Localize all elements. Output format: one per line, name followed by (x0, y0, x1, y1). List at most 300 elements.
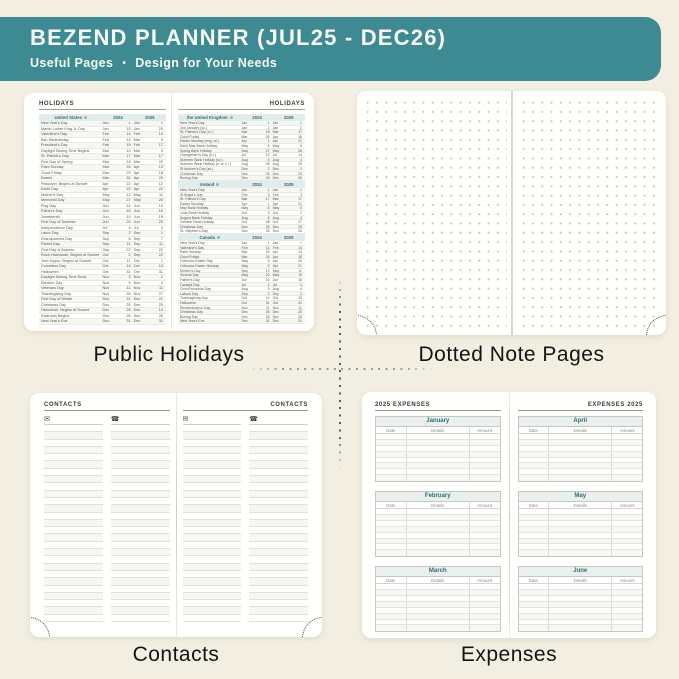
date-day-2025: 22 (158, 187, 163, 191)
banner-title: BEZEND PLANNER (JUL25 - DEC26) (30, 25, 447, 50)
date-month-2024: Jun (241, 210, 248, 215)
expense-empty-cell (406, 584, 470, 589)
holiday-tables-uk-ireland-canada (178, 114, 305, 324)
date-month-2025: Dec (272, 176, 279, 181)
date-day-2025: 25 (298, 224, 302, 229)
expense-empty-cell (548, 469, 612, 474)
holiday-name: Christmas Day (41, 302, 66, 307)
holiday-name: St. Patrick's Day (n.i.) (180, 130, 214, 135)
holiday-table-header (39, 114, 166, 121)
expense-empty-cell (470, 452, 500, 457)
expense-empty-cell (519, 521, 549, 526)
holiday-name: Hanukkah, Begins at Sunset (41, 308, 89, 312)
date-month-2024: May (102, 198, 110, 202)
date-day-2024: 25 (265, 171, 270, 176)
date-month-2024: Apr (241, 201, 247, 206)
contact-line (111, 425, 170, 432)
expense-empty-cell (519, 446, 549, 451)
contact-line (111, 520, 170, 527)
date-month-2025: Nov (133, 286, 141, 290)
date-month-2025: Oct (133, 269, 140, 274)
expense-column-headers (519, 502, 643, 509)
date-month-2025: Jan (272, 187, 279, 192)
year-column-header: 2024 (113, 115, 123, 120)
expense-empty-cell (406, 475, 470, 481)
expense-empty-cell (406, 625, 470, 631)
expense-empty-cell (612, 544, 642, 549)
heading-rule (39, 109, 166, 110)
date-day-2024: 20 (265, 273, 270, 278)
date-month-2025: Sep (133, 247, 141, 252)
contacts-column (183, 415, 242, 622)
date-month-2025: Apr (133, 165, 140, 169)
holiday-name: Christmas Day (180, 171, 203, 176)
date-month-2025: Dec (272, 167, 279, 172)
contact-line (44, 469, 103, 476)
contact-line (111, 505, 170, 512)
contact-line (183, 564, 242, 571)
date-month-2024: Dec (241, 229, 248, 234)
contact-line (183, 578, 242, 585)
holiday-name: Mother's Day (41, 192, 64, 197)
holiday-name: May Bank Holiday (180, 206, 209, 211)
holiday-row (39, 319, 166, 325)
date-day-2024: 25 (265, 310, 270, 315)
date-month-2024: May (241, 148, 249, 153)
contact-line (111, 469, 170, 476)
expense-empty-cell (470, 463, 500, 468)
holiday-name: First Day of Summer (41, 220, 76, 224)
date-day-2024: 16 (265, 277, 270, 282)
contact-line (183, 440, 242, 447)
date-day-2024: 1 (267, 121, 270, 125)
expense-empty-cell (548, 515, 612, 520)
date-month-2024: Dec (241, 319, 248, 324)
page-title-expenses-right: EXPENSES 2025 (587, 402, 643, 408)
date-day-2024: 14 (126, 132, 131, 136)
holiday-name: Early May Bank Holiday (180, 144, 218, 149)
date-month-2025: Oct (272, 296, 279, 301)
date-day-2025: 2 (300, 210, 302, 215)
expense-empty-cell (612, 527, 642, 532)
date-month-2024: Mar (241, 134, 248, 139)
contact-line (111, 607, 170, 614)
expense-empty-cell (519, 544, 549, 549)
date-day-2025: 11 (298, 268, 302, 273)
contact-line (111, 527, 170, 534)
date-day-2025: 21 (298, 201, 302, 206)
horizontal-dotted-divider (245, 368, 435, 370)
contact-line (111, 542, 170, 549)
date-day-2024: 4 (128, 225, 131, 230)
date-month-2025: Feb (133, 143, 141, 147)
contact-line (183, 556, 242, 563)
contact-line (44, 556, 103, 563)
expense-empty-cell (406, 550, 470, 556)
header-banner (0, 17, 661, 81)
expense-empty-cell (548, 509, 612, 514)
expense-empty-cell (612, 620, 642, 625)
caption-expenses: Expenses (460, 643, 558, 666)
expense-empty-cell (612, 590, 642, 595)
expense-empty-cell (376, 596, 406, 601)
contact-line (249, 549, 308, 556)
date-day-2025: 26 (158, 313, 163, 318)
banner-subtitle-right: Design for Your Needs (135, 56, 278, 70)
holiday-name: New Year's Day (180, 241, 205, 246)
date-month-2024: Sep (102, 242, 110, 246)
date-month-2025: Sep (133, 242, 141, 246)
date-month-2025: Sep (133, 231, 141, 235)
date-month-2025: Jul (133, 225, 139, 230)
expense-empty-cell (376, 544, 406, 549)
date-month-2025: Mar (133, 154, 141, 158)
expense-empty-cell (612, 452, 642, 457)
dotted-page-right (513, 91, 667, 335)
date-month-2024: Jan (241, 121, 248, 125)
date-day-2024: 18 (265, 130, 270, 135)
date-month-2024: Mar (102, 159, 110, 164)
expense-column-label: Amount (477, 503, 493, 509)
expense-column-label: Date (386, 503, 396, 509)
expense-empty-cell (548, 590, 612, 595)
date-month-2024: Dec (241, 314, 248, 319)
contact-line (44, 491, 103, 498)
contact-line (249, 571, 308, 578)
contact-line (183, 542, 242, 549)
date-day-2024: 26 (126, 313, 131, 318)
phone-icon: ☎ (249, 416, 258, 423)
contact-line (249, 615, 308, 622)
expense-empty-cell (376, 440, 406, 445)
page-title-contacts: CONTACTS (44, 402, 82, 408)
contact-line (183, 615, 242, 622)
holiday-name: Flag Day (41, 203, 57, 208)
date-day-2024: 17 (265, 197, 270, 202)
date-month-2025: Sep (133, 253, 141, 257)
date-month-2024: Nov (102, 280, 110, 285)
holiday-name: Martin Luther King Jr. Day (41, 126, 85, 131)
year-column-header: 2025 (145, 115, 155, 120)
expense-empty-cell (406, 533, 470, 538)
date-day-2025: 20 (158, 159, 163, 164)
expense-empty-cell (470, 458, 500, 463)
expense-column-label: Details (406, 502, 470, 509)
contact-line (183, 425, 242, 432)
expense-empty-cell (612, 458, 642, 463)
date-day-2025: 1 (160, 231, 163, 235)
expense-empty-cell (376, 452, 406, 457)
contact-line (249, 527, 308, 534)
expense-empty-cell (519, 550, 549, 556)
date-month-2024: Oct (241, 300, 247, 305)
date-month-2025: Oct (133, 264, 140, 268)
date-month-2025: Apr (272, 134, 279, 139)
expense-empty-cell (548, 475, 612, 481)
year-column-header: 2024 (252, 181, 262, 187)
expense-empty-cell (406, 440, 470, 445)
holiday-name: St. Stephen's Day (180, 229, 208, 234)
date-day-2025: 26 (298, 148, 302, 153)
holiday-name: Victoria Day (180, 273, 199, 278)
holiday-name: Patriot Day (41, 242, 60, 246)
date-day-2024: 14 (126, 137, 131, 142)
expense-empty-cell (376, 515, 406, 520)
date-month-2025: Dec (272, 310, 279, 315)
date-month-2024: Jan (241, 125, 248, 130)
date-day-2024: 14 (265, 245, 270, 250)
date-month-2025: Apr (272, 259, 279, 264)
expense-empty-cell (612, 463, 642, 468)
date-day-2025: 4 (300, 215, 302, 220)
date-month-2024: Apr (102, 187, 109, 191)
contact-line (249, 534, 308, 541)
date-day-2025: 7 (160, 236, 163, 241)
date-day-2024: 27 (126, 198, 131, 202)
contact-line (44, 461, 103, 468)
contact-line (44, 447, 103, 454)
holiday-name: Yom Kippur, Begins at Sunset (41, 258, 92, 263)
country-name: Ireland (178, 181, 242, 188)
expense-month-header: June (519, 567, 643, 577)
date-month-2025: Dec (133, 313, 141, 318)
holiday-name: Father's Day (180, 277, 200, 282)
date-day-2024: 26 (265, 162, 270, 167)
date-day-2024: 3 (267, 210, 270, 215)
date-day-2024: 6 (267, 144, 270, 149)
holiday-name: Easter Monday (eng, wl.) (180, 139, 219, 144)
expense-column-label: Date (386, 428, 396, 433)
date-day-2024: 19 (126, 214, 131, 219)
holiday-name: Good Friday (180, 254, 200, 259)
contact-line (183, 483, 242, 490)
holidays-page-right (172, 93, 314, 331)
expense-empty-cell (519, 602, 549, 607)
expense-empty-cell (470, 590, 500, 595)
contact-line (111, 615, 170, 622)
date-month-2024: Oct (102, 264, 109, 268)
expense-column-headers (519, 577, 643, 584)
contact-line (44, 593, 103, 600)
date-day-2024: 11 (126, 242, 131, 246)
contact-line (111, 549, 170, 556)
date-month-2025: Feb (133, 132, 141, 136)
date-month-2024: Jun (241, 277, 248, 282)
holiday-name: Palm Sunday (41, 165, 64, 169)
date-month-2025: May (272, 268, 280, 273)
contact-line (111, 586, 170, 593)
contact-line (183, 520, 242, 527)
expense-empty-cell (406, 521, 470, 526)
expense-column-label: Amount (619, 503, 635, 509)
date-month-2024: Dec (102, 302, 110, 307)
date-day-2025: 25 (158, 302, 163, 307)
contact-line (249, 498, 308, 505)
expense-empty-cell (519, 620, 549, 625)
date-month-2025: Feb (272, 192, 279, 197)
contact-line (44, 440, 103, 447)
date-month-2024: Jul (102, 225, 108, 230)
contacts-icon-row (44, 415, 103, 425)
contact-line (183, 461, 242, 468)
date-day-2025: 31 (298, 319, 302, 324)
expense-empty-cell (406, 434, 470, 439)
expense-table (518, 491, 644, 557)
holiday-name: Orangemen's Day (n.i.) (180, 153, 217, 158)
expense-empty-cell (612, 440, 642, 445)
date-month-2024: Jan (102, 126, 109, 131)
date-day-2024: 26 (265, 314, 270, 319)
email-icon: ✉ (44, 416, 50, 423)
date-month-2025: Jun (133, 203, 140, 208)
contact-line (111, 454, 170, 461)
contacts-icon-row (111, 415, 170, 425)
holiday-table-united-states (39, 114, 166, 325)
expense-empty-cell (470, 515, 500, 520)
date-month-2024: Feb (102, 137, 110, 142)
date-month-2025: Mar (133, 148, 141, 153)
dotted-page-left (357, 91, 511, 335)
holiday-name: New Year's Eve (180, 319, 205, 324)
date-month-2025: Jan (272, 125, 279, 130)
holiday-name: June Bank Holiday (180, 210, 210, 215)
expense-empty-cell (519, 596, 549, 601)
contacts-page-left (30, 393, 176, 637)
date-day-2024: 5 (267, 259, 270, 264)
expense-empty-cell (376, 475, 406, 481)
expense-empty-cell (376, 602, 406, 607)
expense-empty-cell (548, 608, 612, 613)
expense-empty-cell (519, 625, 549, 631)
date-day-2024: 8 (128, 236, 131, 241)
expense-empty-cell (376, 584, 406, 589)
date-month-2024: May (102, 192, 110, 197)
date-month-2025: Jun (272, 210, 279, 215)
date-month-2025: Apr (133, 187, 140, 191)
date-day-2024: 1 (267, 201, 270, 206)
expense-empty-cell (612, 602, 642, 607)
date-month-2025: Jan (272, 241, 279, 246)
expense-empty-cell (470, 533, 500, 538)
expense-empty-cell (470, 527, 500, 532)
date-month-2024: Jun (102, 220, 109, 224)
holiday-name: Easter (41, 176, 52, 180)
holiday-name: Thanksgiving Day (180, 296, 208, 301)
expense-empty-cell (548, 533, 612, 538)
expense-empty-cell (612, 608, 642, 613)
expense-month-header: April (519, 417, 643, 427)
expense-empty-cell (470, 550, 500, 556)
date-month-2024: Oct (241, 296, 247, 301)
date-month-2025: Dec (133, 319, 141, 323)
contact-line (249, 513, 308, 520)
expense-empty-cell (376, 521, 406, 526)
vertical-dotted-divider (339, 274, 341, 470)
expense-empty-cell (548, 584, 612, 589)
date-day-2024: 5 (267, 215, 270, 220)
holiday-name: Memorial Day (41, 198, 65, 202)
year-column-header: 2025 (284, 115, 294, 120)
expense-empty-row (376, 550, 500, 556)
contact-line (183, 571, 242, 578)
date-month-2024: Sep (241, 291, 248, 296)
date-month-2025: Jun (133, 220, 140, 224)
date-month-2025: Sep (272, 291, 279, 296)
date-month-2025: Jan (133, 121, 140, 125)
date-day-2024: 24 (126, 165, 131, 169)
contact-line (111, 600, 170, 607)
date-day-2024: 11 (126, 286, 131, 290)
date-day-2025: 1 (300, 121, 302, 125)
holiday-name: Rosh Hashanah, Begins at Sunset (41, 253, 100, 257)
contact-line (183, 549, 242, 556)
date-day-2024: 29 (126, 170, 131, 175)
expenses-page-right (510, 392, 657, 638)
contact-line (249, 491, 308, 498)
date-day-2024: 5 (128, 280, 131, 285)
contact-line (44, 498, 103, 505)
holiday-name: Orthodox Easter Monday (180, 264, 219, 269)
date-day-2024: 2 (267, 167, 270, 172)
date-month-2024: Nov (241, 305, 248, 310)
date-month-2024: Sep (102, 231, 110, 235)
date-day-2025: 18 (158, 170, 163, 175)
contact-line (44, 571, 103, 578)
contact-line (249, 461, 308, 468)
date-month-2025: May (133, 192, 141, 197)
expense-empty-cell (470, 440, 500, 445)
holiday-name: Ash Wednesday (41, 137, 69, 142)
country-name: United States (39, 114, 103, 121)
date-day-2025: 31 (158, 319, 163, 323)
date-month-2025: Mar (133, 137, 141, 142)
date-day-2024: 1 (128, 121, 131, 125)
date-day-2025: 4 (160, 225, 163, 230)
holiday-name: Earth Day (41, 187, 58, 191)
contact-line (111, 564, 170, 571)
expense-empty-cell (406, 509, 470, 514)
holiday-table-header (178, 114, 305, 121)
date-month-2024: Nov (102, 291, 110, 296)
expense-empty-cell (470, 475, 500, 481)
expense-empty-cell (548, 602, 612, 607)
date-day-2024: 25 (126, 308, 131, 312)
date-day-2025: 19 (158, 214, 163, 219)
page-title-holidays: HOLIDAYS (39, 101, 75, 107)
date-day-2025: 22 (158, 253, 163, 257)
date-day-2024: 26 (265, 176, 270, 181)
date-month-2025: Nov (133, 280, 141, 285)
holiday-name: October Bank Holiday (180, 220, 215, 225)
expense-empty-cell (376, 446, 406, 451)
contact-line (111, 578, 170, 585)
expense-empty-cell (470, 614, 500, 619)
contact-line (44, 432, 103, 439)
date-month-2024: May (241, 273, 249, 278)
contact-line (44, 483, 103, 490)
date-month-2025: Jul (272, 153, 278, 158)
holiday-row (178, 319, 305, 324)
expense-empty-cell (519, 458, 549, 463)
expense-empty-cell (548, 544, 612, 549)
date-day-2025: 4 (300, 287, 302, 292)
contact-line (249, 432, 308, 439)
date-day-2024: 2 (267, 125, 270, 130)
contacts-columns (44, 415, 170, 622)
expense-table (375, 566, 501, 632)
date-month-2024: Feb (102, 143, 110, 147)
date-day-2025: 26 (298, 176, 302, 181)
